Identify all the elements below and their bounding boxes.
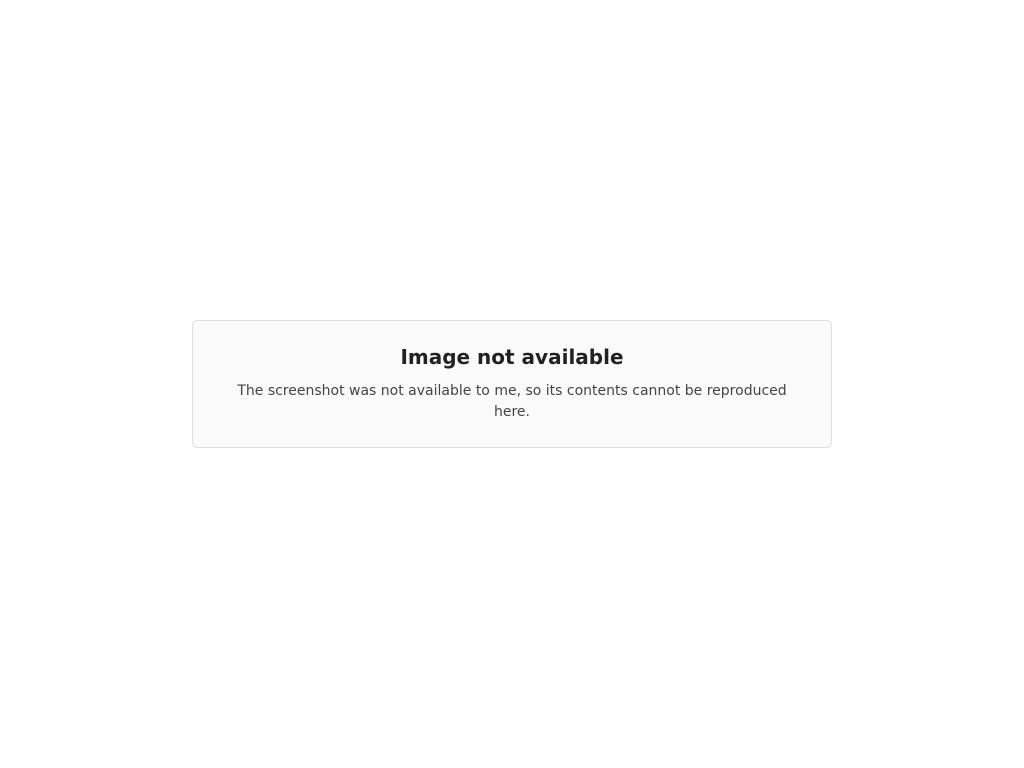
notice-body: The screenshot was not available to me, so its contents cannot be reproduced here. [237,383,787,420]
unavailable-notice [192,320,832,448]
notice-title: Image not available [400,345,624,369]
